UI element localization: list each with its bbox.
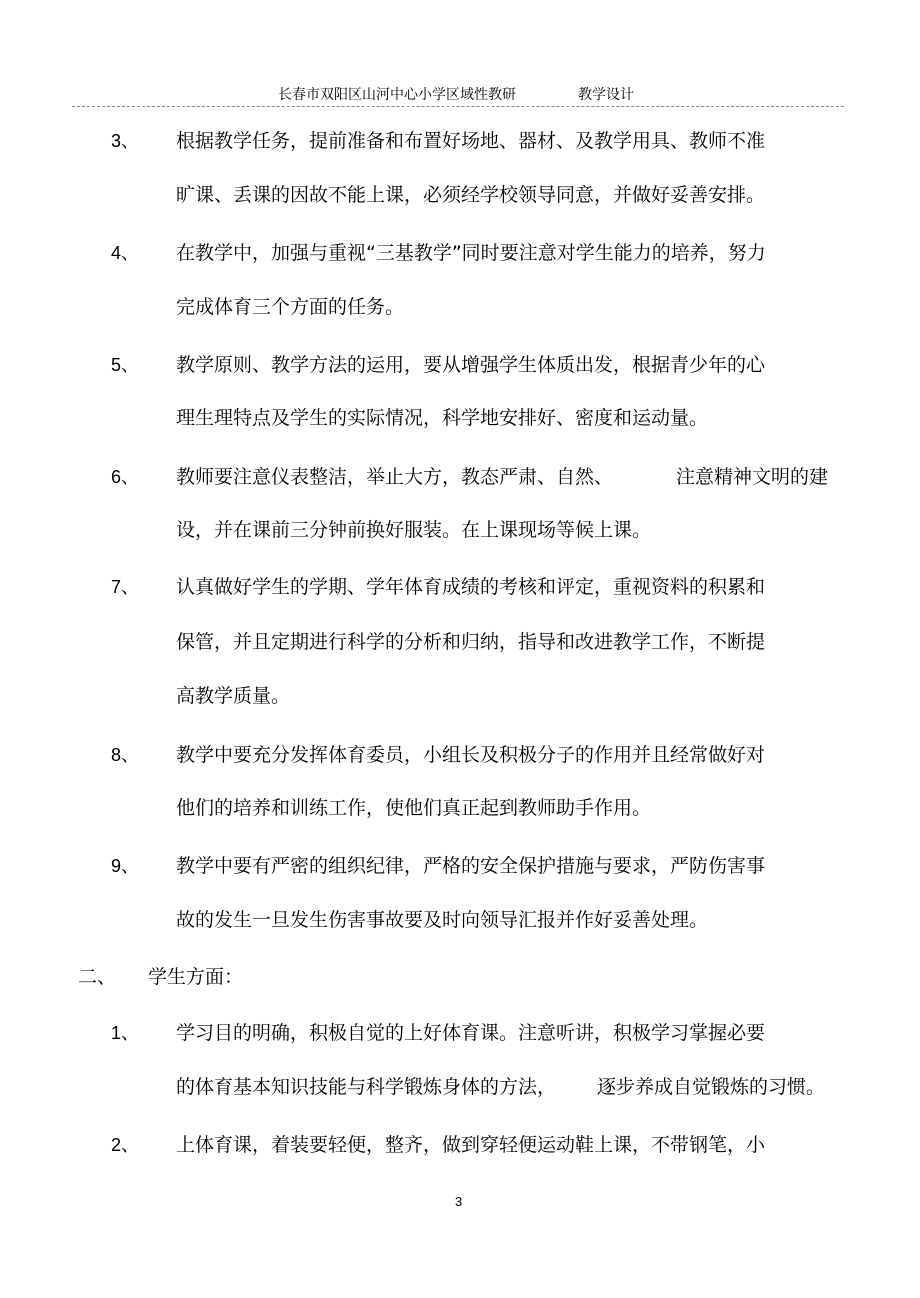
header-divider [72, 106, 844, 107]
header-school: 长春市双阳区山河中心小学区域性教研 [278, 87, 516, 103]
item-line: 教学中要充分发挥体育委员，小组长及积极分子的作用并且经常做好对 [176, 744, 766, 766]
item-line: 保管，并且定期进行科学的分析和归纳，指导和改进教学工作，不断提 [176, 631, 766, 653]
item-line: 根据教学任务，提前准备和布置好场地、器材、及教学用具、教师不准 [176, 130, 766, 152]
item-number: 9、 [111, 856, 140, 876]
item-line: 逐步养成自觉锻炼的习惯。 [597, 1076, 826, 1098]
item-line: 教学原则、教学方法的运用，要从增强学生体质出发，根据青少年的心 [176, 354, 766, 376]
item-line: 理生理特点及学生的实际情况，科学地安排好、密度和运动量。 [176, 407, 709, 429]
item-line: 教学中要有严密的组织纪律，严格的安全保护措施与要求，严防伤害事 [176, 855, 766, 877]
item-line: 认真做好学生的学期、学年体育成绩的考核和评定，重视资料的积累和 [176, 576, 766, 598]
item-line: 在教学中，加强与重视“三基教学”同时要注意对学生能力的培养，努力 [176, 242, 766, 264]
item-number: 3、 [111, 131, 140, 151]
item-line: 学习目的明确，积极自觉的上好体育课。注意听讲，积极学习掌握必要 [176, 1022, 766, 1044]
item-line: 的体育基本知识技能与科学锻炼身体的方法， [176, 1076, 557, 1098]
item-line: 高教学质量。 [176, 685, 291, 707]
item-line: 设，并在课前三分钟前换好服装。在上课现场等候上课。 [176, 519, 652, 541]
item-number: 8、 [111, 745, 140, 765]
item-number: 7、 [111, 577, 140, 597]
item-line: 他们的培养和训练工作，使他们真正起到教师助手作用。 [176, 797, 652, 819]
page-header [72, 84, 844, 106]
item-number: 4、 [111, 243, 140, 263]
item-number: 2、 [111, 1135, 140, 1155]
item-line: 注意精神文明的建 [676, 466, 829, 488]
item-line: 上体育课，着装要轻便，整齐，做到穿轻便运动鞋上课，不带钢笔，小 [176, 1134, 766, 1156]
item-line: 教师要注意仪表整洁，举止大方，教态严肃、自然、 [176, 466, 614, 488]
item-number: 1、 [111, 1023, 140, 1043]
page-number: 3 [455, 1194, 463, 1209]
item-line: 完成体育三个方面的任务。 [176, 296, 405, 318]
item-line: 故的发生一旦发生伤害事故要及时向领导汇报并作好妥善处理。 [176, 909, 709, 931]
section-title: 学生方面： [148, 966, 244, 988]
section-number: 二、 [78, 966, 117, 988]
item-number: 6、 [111, 467, 140, 487]
item-line: 旷课、丢课的因故不能上课，必须经学校领导同意，并做好妥善安排。 [176, 184, 766, 206]
header-doc-type: 教学设计 [578, 87, 634, 103]
item-number: 5、 [111, 355, 140, 375]
